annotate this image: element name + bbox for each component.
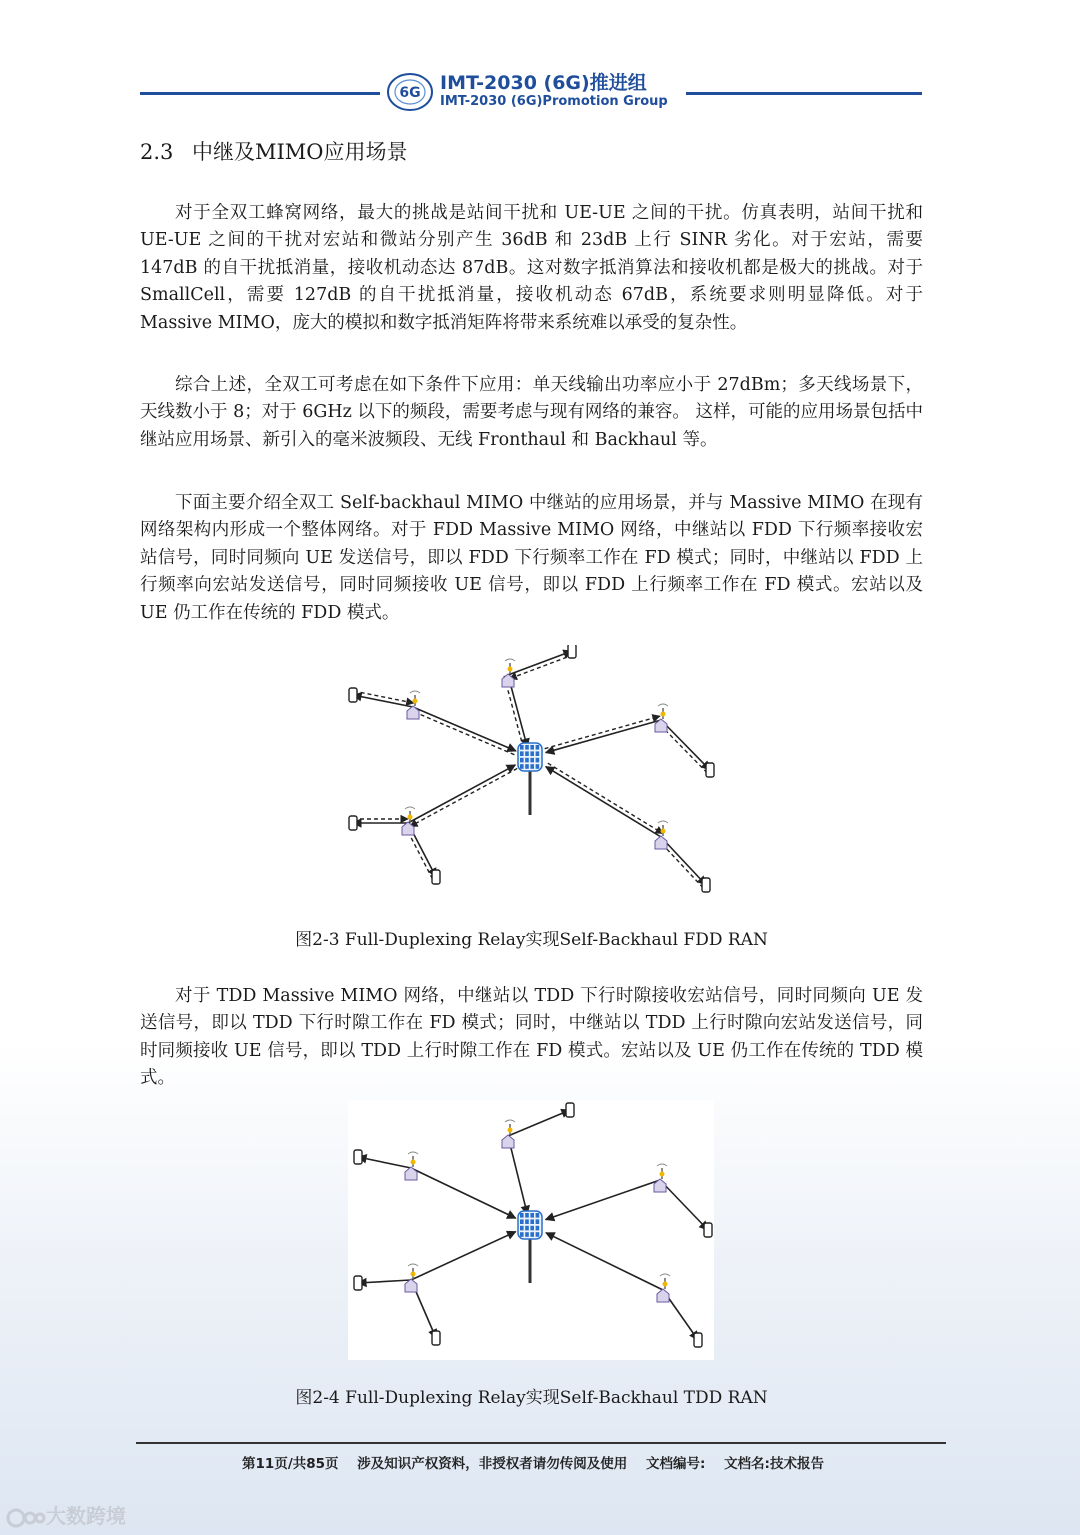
logo-text: 6G — [399, 85, 421, 101]
link-line — [546, 767, 661, 837]
footer-page: 第11页/共85页 — [242, 1456, 339, 1472]
link-line — [546, 1233, 663, 1290]
link-line — [660, 1180, 708, 1230]
macro-tower-icon — [518, 743, 542, 815]
macro-tower-icon — [518, 1211, 542, 1283]
relay-icon — [655, 704, 668, 732]
paragraph-1: 对于全双工蜂窝网络，最大的挑战是站间干扰和 UE-UE 之间的干扰。仿真表明，站间干扰和 UE-UE 之间的干扰对宏站和微站分别产生 36dB 和 23dB 上行 SINR 劣化。对于宏站，需要 147dB 的自干扰抵消量，接收机动态达 87dB。这对数字抵消算法和接收机都是极大的挑战。对于 SmallCell，需要 127dB 的自干扰抵消量，接收机动态 67dB，系统要求则明显降低。对于 Massive MIMO，庞大的模拟和数字抵消矩阵将带来系统难以承受的复杂性。 — [140, 203, 923, 333]
phone-icon — [706, 763, 714, 777]
brand — [440, 72, 668, 110]
phone-icon — [568, 645, 576, 658]
imt2030-logo-icon — [386, 72, 434, 112]
paragraph-3: 下面主要介绍全双工 Self-backhaul MIMO 中继站的应用场景，并与 Massive MIMO 在现有网络架构内形成一个整体网络。对于 FDD Massive MIMO 网络，中继站以 FDD 下行频率接收宏站信号，同时同频向 UE 发送信号，即以 FDD 下行频率工作在 FD 模式；同时，中继站以 FDD 上行频率向宏站发送信号，同时同频接收 UE 信号，即以 FDD 上行频率工作在 FD 模式。宏站以及 UE 仍工作在传统的 FDD 模式。 — [140, 493, 923, 623]
phone-icon — [354, 1276, 362, 1290]
footer-doc-no: 文档编号: — [645, 1456, 706, 1472]
relay-icon — [654, 1164, 667, 1192]
link-line — [413, 707, 516, 751]
header-rule-right — [686, 92, 922, 95]
phone-icon — [704, 1223, 712, 1237]
watermark-logo-icon — [6, 1506, 46, 1530]
footer-doc-name: 文档名:技术报告 — [724, 1456, 824, 1472]
watermark — [6, 1500, 126, 1530]
link-line-dashed — [410, 768, 517, 826]
link-line — [408, 765, 515, 823]
phone-icon — [354, 1150, 362, 1164]
watermark-text: 大数跨境 — [46, 1504, 126, 1528]
link-line — [546, 1180, 660, 1220]
brand-en: IMT-2030 (6G)Promotion Group — [440, 94, 668, 109]
phone-icon — [702, 878, 710, 892]
paragraph-2: 综合上述，全双工可考虑在如下条件下应用：单天线输出功率应小于 27dBm；多天线场景下，天线数小于 8；对于 6GHz 以下的频段，需要考虑与现有网络的兼容。 这样，可能的应用场景包括中继站应用场景、新引入的毫米波频段、无线 Fronthaul 和 Backhaul 等。 — [140, 375, 923, 450]
phone-icon — [566, 1103, 574, 1117]
link-line — [546, 720, 661, 753]
link-line — [411, 1168, 516, 1218]
phone-icon — [432, 1331, 440, 1345]
phone-icon — [349, 816, 357, 830]
relay-icon — [405, 1152, 418, 1180]
link-line — [661, 720, 710, 770]
link-line — [358, 1157, 411, 1168]
section-title: 中继及MIMO应用场景 — [192, 140, 408, 164]
section-number: 2.3 — [140, 140, 174, 164]
link-line — [358, 1280, 411, 1283]
relay-icon — [407, 691, 420, 719]
link-line-dashed — [545, 716, 660, 749]
brand-cn: IMT-2030 (6G)推进组 — [440, 72, 647, 94]
header-rule-left — [140, 92, 380, 95]
link-line-dashed — [548, 763, 663, 833]
figure-caption-1: 图2-3 Full-Duplexing Relay实现Self-Backhaul FDD RAN — [295, 930, 768, 950]
footer-notice: 涉及知识产权资料，非授权者请勿传阅及使用 — [357, 1456, 628, 1472]
figure-caption-2: 图2-4 Full-Duplexing Relay实现Self-Backhaul TDD RAN — [295, 1388, 768, 1408]
link-line — [508, 651, 572, 675]
footer — [140, 1452, 940, 1472]
phone-icon — [432, 870, 440, 884]
figure-tdd-diagram — [348, 1100, 714, 1360]
paragraph-4: 对于 TDD Massive MIMO 网络，中继站以 TDD 下行时隙接收宏站信号，同时同频向 UE 发送信号，即以 TDD 下行时隙工作在 FD 模式；同时，中继站以 TDD 上行时隙向宏站发送信号，同时同频接收 UE 信号，即以 TDD 上行时隙工作在 FD 模式。宏站以及 UE 仍工作在传统的 TDD 模式。 — [140, 986, 923, 1089]
link-line — [508, 1110, 570, 1136]
section-heading — [140, 136, 408, 166]
link-line-dashed — [411, 711, 514, 755]
link-line-dashed — [509, 655, 573, 679]
footer-rule — [136, 1442, 946, 1444]
figure-fdd-diagram — [338, 645, 728, 900]
link-line — [661, 837, 706, 885]
phone-icon — [694, 1333, 702, 1347]
phone-icon — [349, 688, 357, 702]
link-line — [411, 1232, 516, 1280]
